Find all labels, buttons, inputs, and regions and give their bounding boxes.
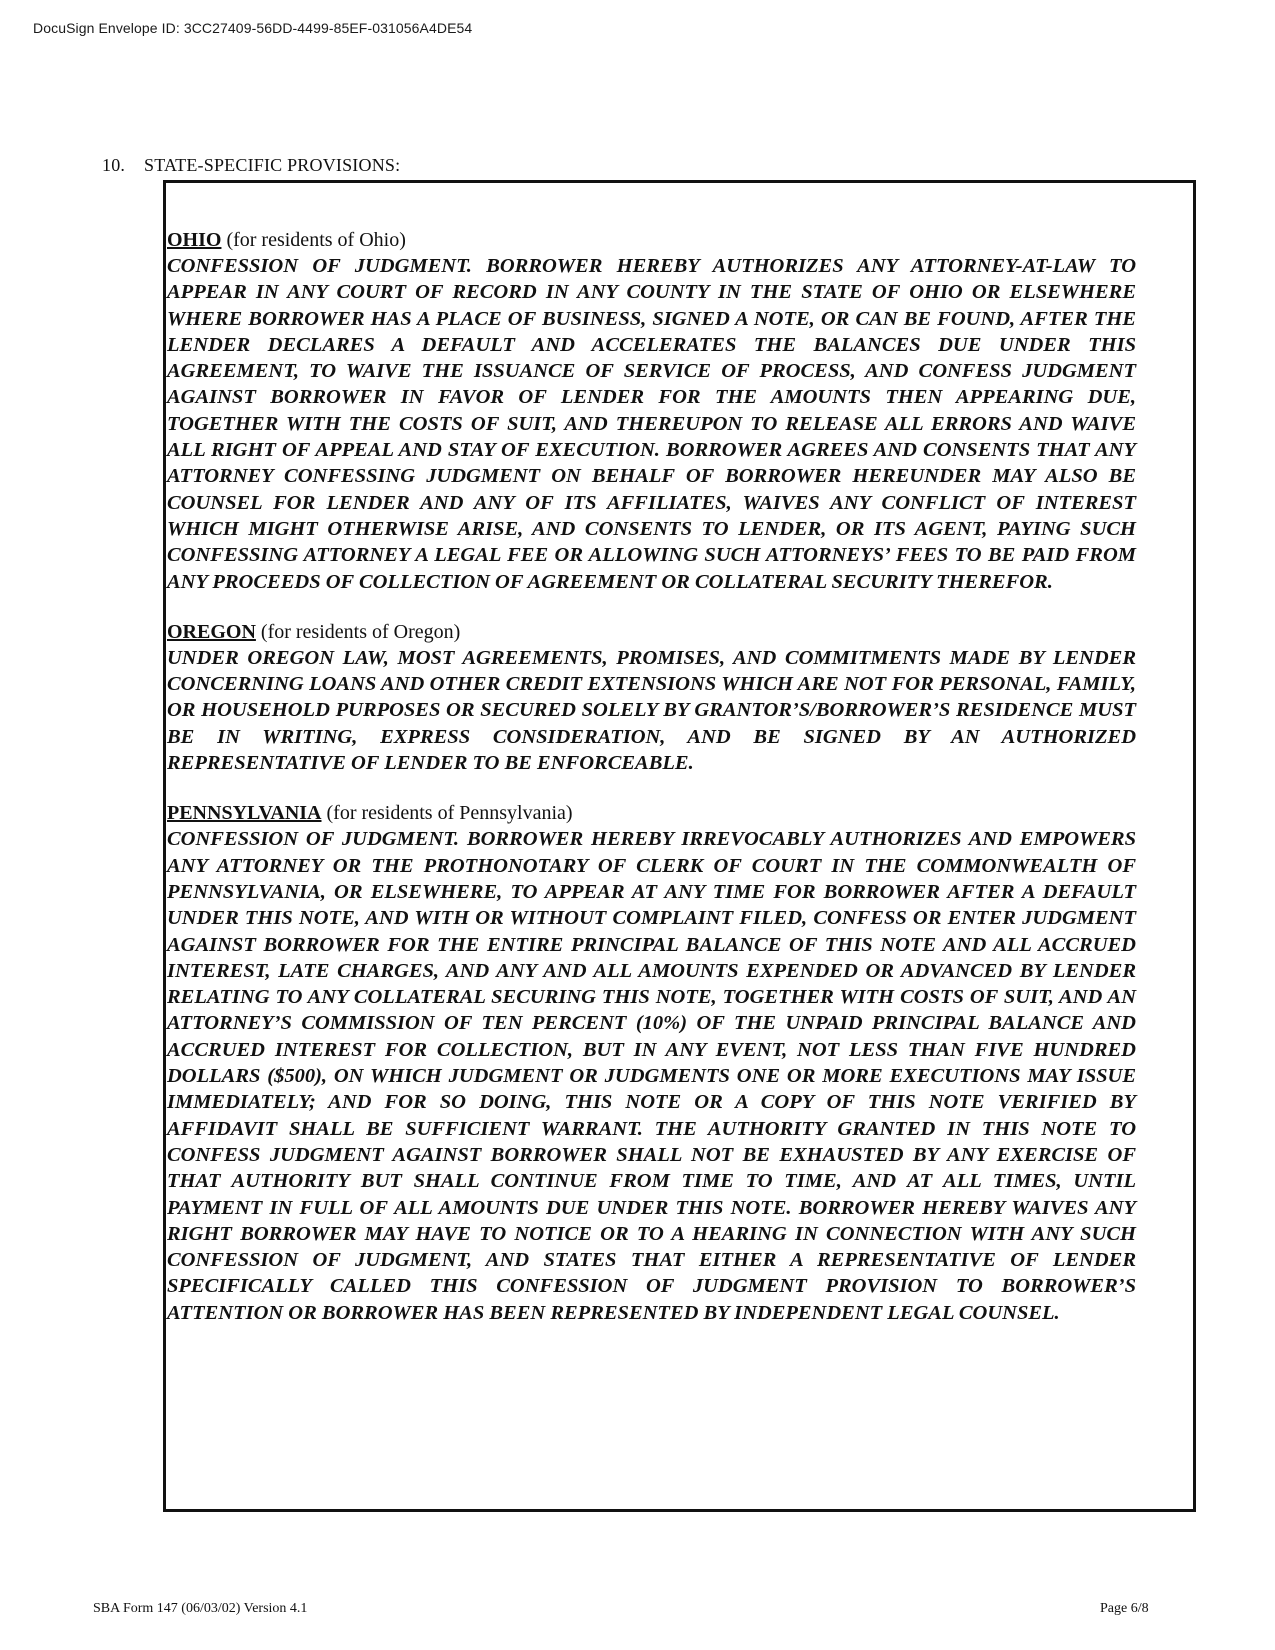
envelope-id: DocuSign Envelope ID: 3CC27409-56DD-4499-85EF-031056A4DE54 [33,20,473,36]
provision-heading [167,227,1136,253]
state-name: OHIO [167,229,222,251]
section-heading [102,155,400,176]
state-qualifier: (for residents of Pennsylvania) [326,802,573,825]
state-name: OREGON [167,620,256,643]
state-qualifier: (for residents of Ohio) [226,229,406,251]
provision-text: UNDER OREGON LAW, MOST AGREEMENTS, PROMISES, AND COMMITMENTS MADE BY LENDER CONCERNING LOANS AND OTHER CREDIT EXTENSIONS WHICH ARE NOT FOR PERSONAL, FAMILY, OR HOUSEHOLD PURPOSES OR SECURED SOLELY BY GRANTOR’S/BORROWER’S RESIDENCE MUST BE IN WRITING, EXPRESS CONSIDERATION, AND BE SIGNED BY AN AUTHORIZED REPRESENTATIVE OF LENDER TO BE ENFORCEABLE. [167,646,1136,775]
provisions-list [167,227,1136,1350]
provision-ohio [167,227,1136,595]
provision-heading [167,800,1136,826]
provision-heading [167,619,1136,645]
state-qualifier: (for residents of Oregon) [260,620,461,643]
provision-text: CONFESSION OF JUDGMENT. BORROWER HEREBY IRREVOCABLY AUTHORIZES AND EMPOWERS ANY ATTORNEY OR THE PROTHONOTARY OF CLERK OF COURT IN THE COMMONWEALTH OF PENNSYLVANIA, OR ELSEWHERE, TO APPEAR AT ANY TIME FOR BORROWER AFTER A DEFAULT UNDER THIS NOTE, AND WITH OR WITHOUT COMPLAINT FILED, CONFESS OR ENTER JUDGMENT AGAINST BORROWER FOR THE ENTIRE PRINCIPAL BALANCE OF THIS NOTE AND ALL ACCRUED INTEREST, LATE CHARGES, AND ANY AND ALL AMOUNTS EXPENDED OR ADVANCED BY LENDER RELATING TO ANY COLLATERAL SECURING THIS NOTE, TOGETHER WITH COSTS OF SUIT, AND AN ATTORNEY’S COMMISSION OF TEN PERCENT (10%) OF THE UNPAID PRINCIPAL BALANCE AND ACCRUED INTEREST FOR COLLECTION, BUT IN ANY EVENT, NOT LESS THAN FIVE HUNDRED DOLLARS ($500), ON WHICH JUDGMENT OR JUDGMENTS ONE OR MORE EXECUTIONS MAY ISSUE IMMEDIATELY; AND FOR SO DOING, THIS NOTE OR A COPY OF THIS NOTE VERIFIED BY AFFIDAVIT SHALL BE SUFFICIENT WARRANT. THE AUTHORITY GRANTED IN THIS NOTE TO CONFESS JUDGMENT AGAINST BORROWER SHALL NOT BE EXHAUSTED BY ANY EXERCISE OF THAT AUTHORITY BUT SHALL CONTINUE FROM TIME TO TIME, AND AT ALL TIMES, UNTIL PAYMENT IN FULL OF ALL AMOUNTS DUE UNDER THIS NOTE. BORROWER HEREBY WAIVES ANY RIGHT BORROWER MAY HAVE TO NOTICE OR TO A HEARING IN CONNECTION WITH ANY SUCH CONFESSION OF JUDGMENT, AND STATES THAT EITHER A REPRESENTATIVE OF LENDER SPECIFICALLY CALLED THIS CONFESSION OF JUDGMENT PROVISION TO BORROWER’S ATTENTION OR BORROWER HAS BEEN REPRESENTED BY INDEPENDENT LEGAL COUNSEL. [167,828,1136,1324]
section-number: 10. [102,155,126,175]
provision-oregon [167,619,1136,776]
provision-text: CONFESSION OF JUDGMENT. BORROWER HEREBY AUTHORIZES ANY ATTORNEY-AT-LAW TO APPEAR IN ANY COURT OF RECORD IN ANY COUNTY IN THE STATE OF OHIO OR ELSEWHERE WHERE BORROWER HAS A PLACE OF BUSINESS, SIGNED A NOTE, OR CAN BE FOUND, AFTER THE LENDER DECLARES A DEFAULT AND ACCELERATES THE BALANCES DUE UNDER THIS AGREEMENT, TO WAIVE THE ISSUANCE OF SERVICE OF PROCESS, AND CONFESS JUDGMENT AGAINST BORROWER IN FAVOR OF LENDER FOR THE AMOUNTS THEN APPEARING DUE, TOGETHER WITH THE COSTS OF SUIT, AND THEREUPON TO RELEASE ALL ERRORS AND WAIVE ALL RIGHT OF APPEAL AND STAY OF EXECUTION. BORROWER AGREES AND CONSENTS THAT ANY ATTORNEY CONFESSING JUDGMENT ON BEHALF OF BORROWER HEREUNDER MAY ALSO BE COUNSEL FOR LENDER AND ANY OF ITS AFFILIATES, WAIVES ANY CONFLICT OF INTEREST WHICH MIGHT OTHERWISE ARISE, AND CONSENTS TO LENDER, OR ITS AGENT, PAYING SUCH CONFESSING ATTORNEY A LEGAL FEE OR ALLOWING SUCH ATTORNEYS’ FEES TO BE PAID FROM ANY PROCEEDS OF COLLECTION OF AGREEMENT OR COLLATERAL SECURITY THEREFOR. [167,255,1136,593]
form-version: SBA Form 147 (06/03/02) Version 4.1 [93,1601,308,1616]
page-number: Page 6/8 [1100,1601,1149,1616]
provision-pennsylvania [167,800,1136,1326]
state-name: PENNSYLVANIA [167,802,322,825]
section-title: STATE-SPECIFIC PROVISIONS: [144,155,401,175]
